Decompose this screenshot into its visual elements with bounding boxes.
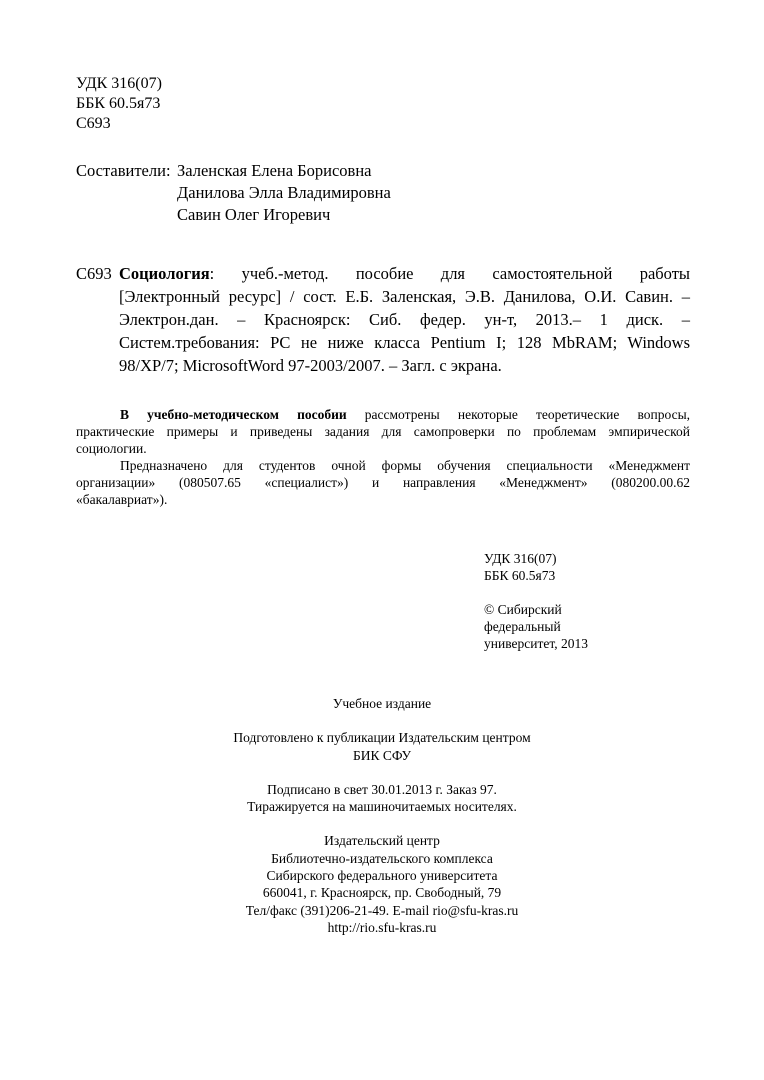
bib-text xyxy=(119,262,690,377)
bib-line: [Электронный ресурс] / сост. Е.Б. Заленская, Э.В. Данилова, О.И. Савин. – xyxy=(119,287,690,306)
abstract-lead: В учебно-методическом пособии xyxy=(120,407,347,422)
abstract-line: социологии. xyxy=(76,441,147,456)
abstract-line: Предназначено для студентов очной формы обучения специальности «Менеджмент xyxy=(120,458,690,473)
publisher-line: Сибирского федерального университета xyxy=(266,868,498,884)
edition-type: Учебное издание xyxy=(332,696,432,711)
compiler-name: Данилова Элла Владимировна xyxy=(177,183,391,202)
abstract-line: практические примеры и приведены задания для самопроверки по проблемам эмпирической xyxy=(76,424,690,439)
abstract-line: «бакалавриат»). xyxy=(76,492,168,507)
abstract-line: организации» (080507.65 «специалист») и направления «Менеджмент» (080200.00.62 xyxy=(76,475,690,490)
copyright-line: федеральный xyxy=(484,619,561,634)
author-code: С693 xyxy=(76,115,111,132)
compiler-name: Заленская Елена Борисовна xyxy=(177,161,372,180)
copyright-stamp xyxy=(484,550,588,652)
compiler-row-1 xyxy=(76,160,576,182)
bbk-code: ББК 60.5я73 xyxy=(76,95,161,112)
compiler-name: Савин Олег Игоревич xyxy=(177,205,331,224)
bib-line: Электрон.дан. – Красноярск: Сиб. федер. ун-т, 2013.– 1 диск. – xyxy=(119,310,690,329)
publisher-line: 660041, г. Красноярск, пр. Свободный, 79 xyxy=(262,885,502,901)
compilers-block xyxy=(76,160,576,226)
udk-code: УДК 316(07) xyxy=(76,75,162,92)
bib-code: С693 xyxy=(76,264,112,283)
abstract-line: В учебно-методическом пособии рассмотрены некоторые теоретические вопросы, xyxy=(120,407,691,422)
signed-line: Подписано в свет 30.01.2013 г. Заказ 97. xyxy=(267,781,497,797)
bib-line: Систем.требования: PC не ниже класса Pentium I; 128 MbRAM; Windows xyxy=(119,333,690,352)
publisher-line: Библиотечно-издательского комплекса xyxy=(271,850,493,866)
copyright-line: © Сибирский xyxy=(484,602,562,617)
bib-line: 98/XP/7; MicrosoftWord 97-2003/2007. – Загл. с экрана. xyxy=(119,356,502,375)
abstract xyxy=(76,406,690,508)
stamp-udk: УДК 316(07) xyxy=(484,551,557,566)
publisher-line: Издательский центр xyxy=(324,833,440,849)
book-title: Социология xyxy=(119,264,210,283)
prepared-line: БИК СФУ xyxy=(352,747,412,763)
bibliographic-description xyxy=(76,262,690,377)
publisher-line: http://rio.sfu-kras.ru xyxy=(327,919,437,935)
publisher-line: Тел/факс (391)206-21-49. E-mail rio@sfu-kras.ru xyxy=(245,902,519,918)
prepared-line: Подготовлено к публикации Издательским центром xyxy=(233,730,531,746)
copyright-line: университет, 2013 xyxy=(484,636,588,651)
stamp-bbk: ББК 60.5я73 xyxy=(484,568,556,583)
compilers-label: Составители: xyxy=(76,161,171,180)
bib-line: Социология: учеб.-метод. пособие для самостоятельной работы xyxy=(119,264,690,283)
signed-line: Тиражируется на машиночитаемых носителях. xyxy=(247,799,517,815)
imprint xyxy=(0,695,764,936)
catalog-codes xyxy=(76,74,162,134)
